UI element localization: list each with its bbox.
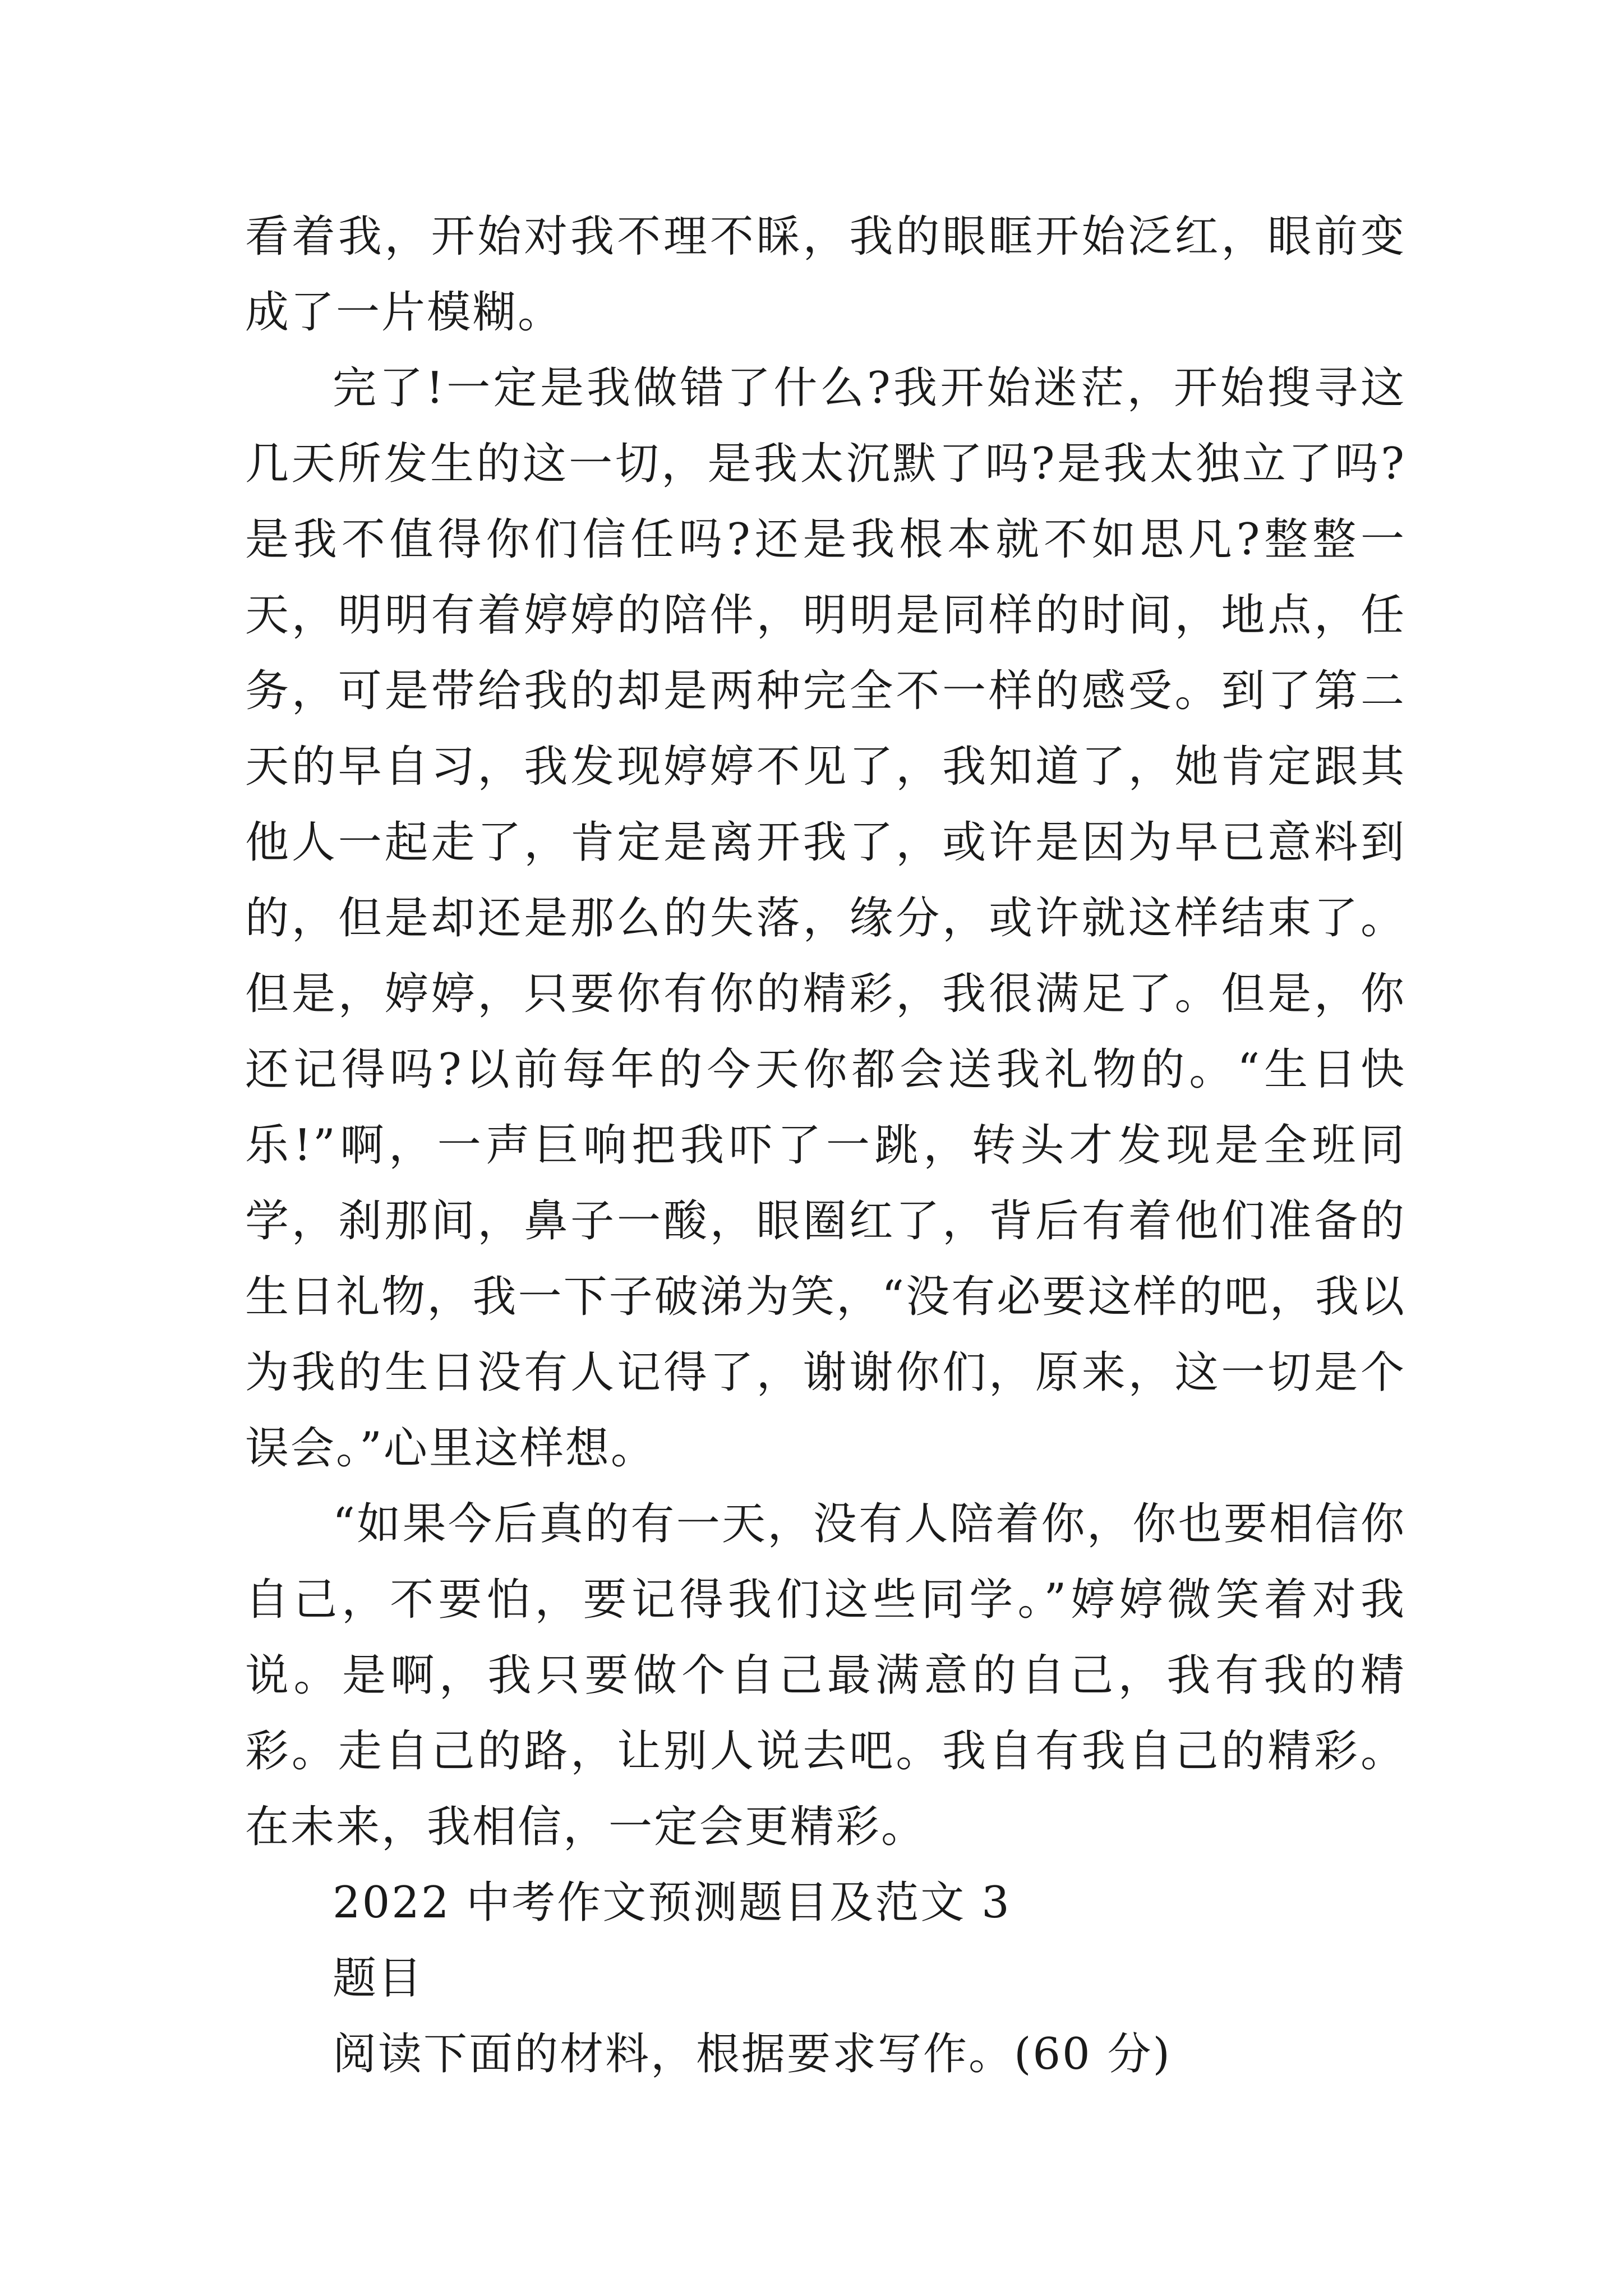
section-title: 2022 中考作文预测题目及范文 3 [333, 1878, 1011, 1928]
paragraph-continued: 看着我，开始对我不理不睬，我的眼眶开始泛红，眼前变成了一片模糊。 [245, 211, 1406, 338]
paragraph-misunderstanding: 完了!一定是我做错了什么?我开始迷茫，开始搜寻这几天所发生的这一切，是我太沉默了吗?是我太独立了吗?是我不值得你们信任吗?还是我根本就不如思凡?整整一天，明明有着婷婷的陪伴，明明是同样的时间，地点，任务，可是带给我的却是两种完全不一样的感受。到了第二天的早自习，我发现婷婷不见了，我知道了，她肯定跟其他人一起走了，肯定是离开我了，或许是因为早已意料到的，但是却还是那么的失落，缘分，或许就这样结束了。但是，婷婷，只要你有你的精彩，我很满足了。但是，你还记得吗?以前每年的今天你都会送我礼物的。“生日快乐!”啊，一声巨响把我吓了一跳，转头才发现是全班同学，刹那间，鼻子一酸，眼圈红了，背后有着他们准备的生日礼物，我一下子破涕为笑，“没有必要这样的吧，我以为我的生日没有人记得了，谢谢你们，原来，这一切是个误会。”心里这样想。 [245, 363, 1406, 1474]
subheading-topic: 题目 [333, 1953, 424, 2004]
document-body [245, 199, 1406, 2092]
instruction-line: 阅读下面的材料，根据要求写作。(60 分) [333, 2029, 1172, 2079]
paragraph-conclusion: “如果今后真的有一天，没有人陪着你，你也要相信你自己，不要怕，要记得我们这些同学。”婷婷微笑着对我说。是啊，我只要做个自己最满意的自己，我有我的精彩。走自己的路，让别人说去吧。我自有我自己的精彩。在未来，我相信，一定会更精彩。 [245, 1499, 1406, 1852]
